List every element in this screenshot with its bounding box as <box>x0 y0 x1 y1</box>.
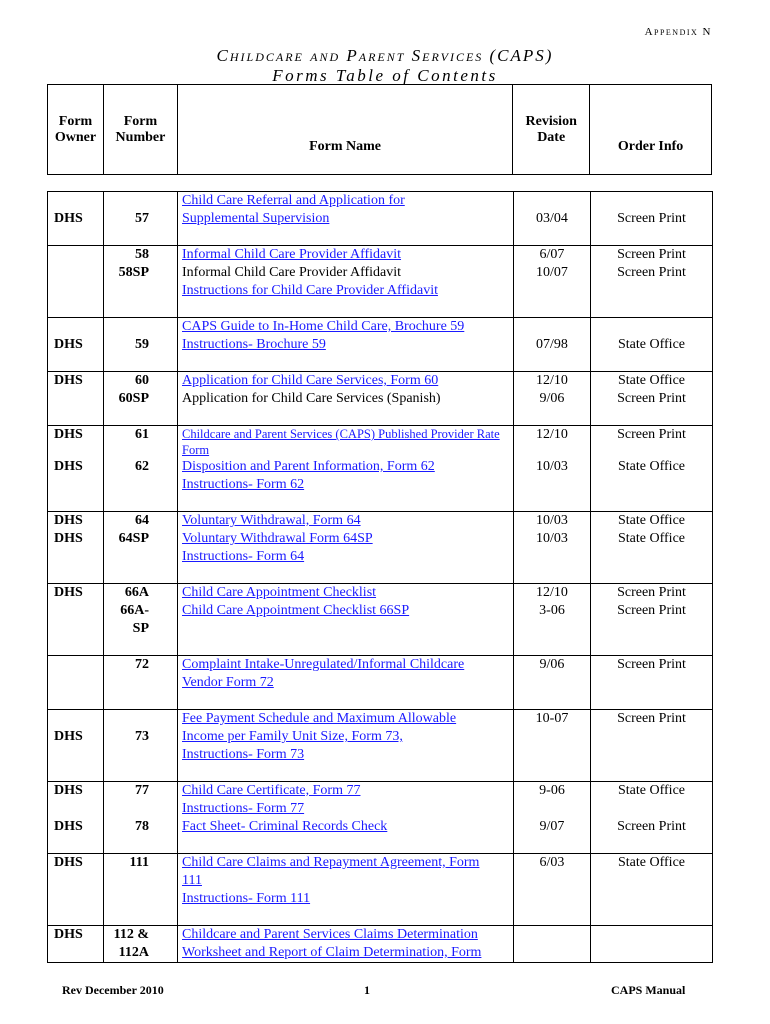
form-name <box>178 926 514 963</box>
form-name <box>178 318 514 355</box>
order-info <box>591 710 713 765</box>
order-info-line: Screen Print <box>617 819 686 834</box>
spacer-cell <box>591 408 713 426</box>
header-form-name: Form Name <box>177 85 512 175</box>
form-number-line: 66A <box>124 585 149 600</box>
form-number-line <box>108 192 149 210</box>
form-number-line: 64 <box>135 513 149 528</box>
revision-date-line: 12/10 <box>536 373 568 388</box>
order-info-line: Screen Print <box>617 391 686 406</box>
form-name <box>178 854 514 909</box>
form-link[interactable]: Voluntary Withdrawal Form 64SP <box>182 531 373 546</box>
order-info-line: Screen Print <box>617 427 686 442</box>
form-owner <box>48 854 104 909</box>
revision-date-line <box>518 318 586 336</box>
form-owner <box>48 246 104 301</box>
order-info-line: Screen Print <box>617 265 686 280</box>
order-info <box>591 854 713 909</box>
form-link[interactable]: Child Care Claims and Repayment Agreement, Form <box>182 855 480 870</box>
header-form-owner: Form Owner <box>48 85 104 175</box>
spacer-cell <box>514 764 591 782</box>
form-link[interactable]: Application for Child Care Services, Form 60 <box>182 373 439 388</box>
revision-date <box>514 192 591 229</box>
order-info-line <box>595 926 708 944</box>
title-line-1: Childcare and Parent Services (CAPS) <box>216 46 554 65</box>
form-owner-line: DHS <box>54 211 83 226</box>
revision-date <box>514 818 591 836</box>
form-link[interactable]: Informal Child Care Provider Affidavit <box>182 247 402 262</box>
form-owner <box>48 318 104 355</box>
revision-date-line <box>518 926 586 944</box>
form-owner <box>48 710 104 765</box>
revision-date <box>514 246 591 301</box>
spacer-cell <box>591 354 713 372</box>
row-spacer <box>48 908 713 926</box>
form-number <box>104 246 178 301</box>
spacer-cell <box>48 692 104 710</box>
form-owner-line: DHS <box>54 459 83 474</box>
revision-date-line: 9/07 <box>539 819 565 834</box>
spacer-cell <box>178 692 514 710</box>
spacer-cell <box>591 300 713 318</box>
form-link[interactable]: Instructions- Brochure 59 <box>182 337 326 352</box>
form-link[interactable]: Fee Payment Schedule and Maximum Allowable <box>182 711 457 726</box>
spacer-cell <box>514 836 591 854</box>
table-row <box>48 318 713 355</box>
table-row <box>48 192 713 229</box>
table-row <box>48 426 713 459</box>
form-owner <box>48 782 104 819</box>
form-number <box>104 426 178 459</box>
order-info-line: Screen Print <box>617 585 686 600</box>
form-link[interactable]: Child Care Appointment Checklist <box>182 585 377 600</box>
order-info-line: State Office <box>618 531 685 546</box>
spacer-cell <box>514 566 591 584</box>
form-number-line <box>108 318 149 336</box>
spacer-cell <box>178 908 514 926</box>
spacer-cell <box>591 908 713 926</box>
document-title <box>0 46 770 65</box>
revision-date-line: 9/06 <box>539 391 565 406</box>
form-number <box>104 372 178 409</box>
form-number-line: 58 <box>135 247 149 262</box>
spacer-cell <box>591 692 713 710</box>
form-owner <box>48 818 104 836</box>
form-link[interactable]: Child Care Appointment Checklist 66SP <box>182 603 410 618</box>
form-link[interactable]: Income per Family Unit Size, Form 73, <box>182 729 403 744</box>
form-number <box>104 854 178 909</box>
revision-date-line: 12/10 <box>536 427 568 442</box>
form-number <box>104 782 178 819</box>
form-name-text: Informal Child Care Provider Affidavit <box>182 265 402 280</box>
spacer-cell <box>104 566 178 584</box>
form-link[interactable]: Worksheet and Report of Claim Determination, Form <box>182 945 482 960</box>
form-number <box>104 710 178 765</box>
form-owner <box>48 926 104 963</box>
form-number <box>104 512 178 567</box>
form-owner-line: DHS <box>54 927 83 942</box>
form-link[interactable]: Instructions- Form 111 <box>182 891 311 906</box>
form-number-line: 60SP <box>118 391 149 406</box>
spacer-cell <box>514 228 591 246</box>
order-info <box>591 782 713 819</box>
order-info <box>591 926 713 963</box>
spacer-cell <box>104 408 178 426</box>
row-spacer <box>48 354 713 372</box>
form-number-line: 112 & <box>113 927 149 942</box>
form-name-text: Application for Child Care Services (Spanish) <box>182 391 441 406</box>
form-owner-line: DHS <box>54 819 83 834</box>
appendix-label: Appendix N <box>644 26 712 38</box>
order-info <box>591 318 713 355</box>
revision-date <box>514 710 591 765</box>
form-name <box>178 246 514 301</box>
spacer-cell <box>48 354 104 372</box>
spacer-cell <box>104 228 178 246</box>
form-number-line: 77 <box>135 783 149 798</box>
form-owner-line: DHS <box>54 427 83 442</box>
form-name <box>178 426 514 459</box>
order-info-line <box>595 192 708 210</box>
table-row <box>48 458 713 494</box>
spacer-cell <box>104 494 178 512</box>
form-name <box>178 372 514 409</box>
table-row <box>48 854 713 909</box>
form-number <box>104 318 178 355</box>
spacer-cell <box>48 638 104 656</box>
spacer-cell <box>104 692 178 710</box>
form-link[interactable]: Complaint Intake-Unregulated/Informal Childcare <box>182 657 465 672</box>
spacer-cell <box>48 836 104 854</box>
revision-date <box>514 318 591 355</box>
form-number <box>104 818 178 836</box>
spacer-cell <box>514 300 591 318</box>
spacer-cell <box>591 638 713 656</box>
form-owner-line <box>54 710 99 728</box>
spacer-cell <box>48 228 104 246</box>
form-link[interactable]: Fact Sheet- Criminal Records Check <box>182 819 388 834</box>
spacer-cell <box>104 764 178 782</box>
order-info-line: Screen Print <box>617 603 686 618</box>
order-info <box>591 818 713 836</box>
revision-date <box>514 782 591 819</box>
form-owner <box>48 372 104 409</box>
order-info <box>591 192 713 229</box>
spacer-cell <box>48 300 104 318</box>
row-spacer <box>48 566 713 584</box>
order-info-line: Screen Print <box>617 247 686 262</box>
order-info-line: State Office <box>618 459 685 474</box>
form-link[interactable]: Child Care Certificate, Form 77 <box>182 783 361 798</box>
row-spacer <box>48 494 713 512</box>
revision-date <box>514 656 591 693</box>
spacer-cell <box>514 692 591 710</box>
form-owner-line: DHS <box>54 585 83 600</box>
spacer-cell <box>48 908 104 926</box>
form-link[interactable]: Supplemental Supervision <box>182 211 330 226</box>
spacer-cell <box>591 228 713 246</box>
header-revision-date: Revision Date <box>513 85 590 175</box>
form-number-line: 60 <box>135 373 149 388</box>
spacer-cell <box>514 408 591 426</box>
form-link[interactable]: Voluntary Withdrawal, Form 64 <box>182 513 361 528</box>
row-spacer <box>48 228 713 246</box>
form-number-line: 112A <box>118 945 149 960</box>
form-name <box>178 656 514 693</box>
form-number <box>104 584 178 639</box>
revision-date-line: 6/07 <box>539 247 565 262</box>
form-name <box>178 458 514 494</box>
footer-page-number: 1 <box>364 983 370 997</box>
form-owner-line: DHS <box>54 337 83 352</box>
spacer-cell <box>178 566 514 584</box>
form-number-line: 64SP <box>118 531 149 546</box>
form-name <box>178 512 514 567</box>
spacer-cell <box>104 908 178 926</box>
form-name <box>178 710 514 765</box>
form-name <box>178 192 514 229</box>
form-owner-line <box>54 192 99 210</box>
form-number-line: 59 <box>135 337 149 352</box>
revision-date-line <box>518 192 586 210</box>
order-info-line: Screen Print <box>617 211 686 226</box>
form-number-line: 111 <box>129 855 149 870</box>
form-link[interactable]: Instructions- Form 77 <box>182 801 305 816</box>
form-link[interactable]: Instructions- Form 73 <box>182 747 305 762</box>
order-info <box>591 458 713 494</box>
order-info-line: Screen Print <box>617 711 686 726</box>
order-info <box>591 584 713 639</box>
order-info-line: Screen Print <box>617 657 686 672</box>
form-name <box>178 782 514 819</box>
form-number-line: 62 <box>135 459 149 474</box>
revision-date-line: 10/03 <box>536 459 568 474</box>
form-owner-line: DHS <box>54 513 83 528</box>
table-row <box>48 246 713 301</box>
form-number-line: 58SP <box>118 265 149 280</box>
form-owner-line: DHS <box>54 783 83 798</box>
header-order-info: Order Info <box>590 85 712 175</box>
form-link[interactable]: Instructions- Form 64 <box>182 549 305 564</box>
table-row <box>48 782 713 819</box>
footer-manual-name: CAPS Manual <box>611 983 686 997</box>
form-owner-line <box>54 246 99 264</box>
form-number-line: 66A-SP <box>120 603 149 636</box>
revision-date <box>514 584 591 639</box>
spacer-cell <box>514 354 591 372</box>
spacer-cell <box>178 354 514 372</box>
order-info-line: State Office <box>618 337 685 352</box>
spacer-cell <box>104 354 178 372</box>
form-name <box>178 818 514 836</box>
table-row <box>48 710 713 765</box>
form-owner-line <box>54 656 99 674</box>
table-row <box>48 656 713 693</box>
spacer-cell <box>514 638 591 656</box>
form-number <box>104 656 178 693</box>
form-owner-line: DHS <box>54 531 83 546</box>
revision-date <box>514 458 591 494</box>
order-info-line: State Office <box>618 855 685 870</box>
form-owner <box>48 192 104 229</box>
revision-date-line: 10-07 <box>535 711 569 726</box>
form-link[interactable]: Disposition and Parent Information, Form 62 <box>182 459 435 474</box>
order-info <box>591 372 713 409</box>
row-spacer <box>48 300 713 318</box>
spacer-cell <box>48 494 104 512</box>
form-number <box>104 926 178 963</box>
table-row <box>48 512 713 567</box>
revision-date-line: 10/03 <box>536 513 568 528</box>
document-subtitle: Forms Table of Contents <box>272 66 498 85</box>
spacer-cell <box>48 408 104 426</box>
revision-date <box>514 854 591 909</box>
order-info-line <box>595 318 708 336</box>
spacer-cell <box>48 764 104 782</box>
forms-table <box>47 191 713 963</box>
table-row <box>48 372 713 409</box>
form-link[interactable]: CAPS Guide to In-Home Child Care, Brochure 59 <box>182 319 465 334</box>
spacer-cell <box>178 836 514 854</box>
order-info <box>591 512 713 567</box>
form-link[interactable]: 111 <box>182 873 202 888</box>
spacer-cell <box>591 494 713 512</box>
form-number <box>104 192 178 229</box>
order-info-line: State Office <box>618 373 685 388</box>
form-owner-line <box>54 318 99 336</box>
form-number <box>104 458 178 494</box>
spacer-cell <box>178 638 514 656</box>
form-owner <box>48 584 104 639</box>
revision-date-line: 03/04 <box>536 211 568 226</box>
revision-date-line: 07/98 <box>536 337 568 352</box>
revision-date <box>514 512 591 567</box>
revision-date <box>514 426 591 459</box>
form-link[interactable]: Child Care Referral and Application for <box>182 193 405 208</box>
form-owner-line: DHS <box>54 855 83 870</box>
form-owner <box>48 426 104 459</box>
spacer-cell <box>104 638 178 656</box>
form-number-line: 61 <box>135 427 149 442</box>
spacer-cell <box>178 764 514 782</box>
order-info <box>591 426 713 459</box>
form-link[interactable]: Childcare and Parent Services Claims Determination <box>182 927 478 942</box>
revision-date-line: 9-06 <box>539 783 565 798</box>
spacer-cell <box>178 300 514 318</box>
spacer-cell <box>178 228 514 246</box>
order-info-line: State Office <box>618 513 685 528</box>
spacer-cell <box>514 908 591 926</box>
order-info <box>591 656 713 693</box>
revision-date-line: 3-06 <box>539 603 565 618</box>
form-link[interactable]: Instructions for Child Care Provider Affidavit <box>182 283 438 298</box>
spacer-cell <box>591 566 713 584</box>
row-spacer <box>48 836 713 854</box>
revision-date-line: 6/03 <box>539 855 565 870</box>
table-row <box>48 818 713 836</box>
header-form-number: Form Number <box>103 85 177 175</box>
row-spacer <box>48 638 713 656</box>
row-spacer <box>48 408 713 426</box>
spacer-cell <box>178 494 514 512</box>
row-spacer <box>48 692 713 710</box>
revision-date-line: 12/10 <box>536 585 568 600</box>
column-header-table <box>47 84 712 175</box>
order-info <box>591 246 713 301</box>
form-number-line: 78 <box>135 819 149 834</box>
form-link[interactable]: Vendor Form 72 <box>182 675 274 690</box>
form-link[interactable]: Instructions- Form 62 <box>182 477 305 492</box>
revision-date-line: 10/07 <box>536 265 568 280</box>
form-number-line: 73 <box>135 729 149 744</box>
spacer-cell <box>48 566 104 584</box>
spacer-cell <box>104 836 178 854</box>
spacer-cell <box>178 408 514 426</box>
form-link[interactable]: Childcare and Parent Services (CAPS) Published Provider Rate Form <box>182 427 500 457</box>
form-owner-line: DHS <box>54 373 83 388</box>
form-name <box>178 584 514 639</box>
spacer-cell <box>591 764 713 782</box>
revision-date <box>514 372 591 409</box>
revision-date-line: 10/03 <box>536 531 568 546</box>
form-number-line: 57 <box>135 211 149 226</box>
spacer-cell <box>591 836 713 854</box>
order-info-line: State Office <box>618 783 685 798</box>
table-row <box>48 926 713 963</box>
form-number-line: 72 <box>135 657 149 672</box>
form-owner-line: DHS <box>54 729 83 744</box>
spacer-cell <box>104 300 178 318</box>
form-owner <box>48 458 104 494</box>
footer-revision: Rev December 2010 <box>62 983 164 997</box>
spacer-cell <box>514 494 591 512</box>
table-row <box>48 584 713 639</box>
row-spacer <box>48 764 713 782</box>
form-owner <box>48 656 104 693</box>
form-number-line <box>108 710 149 728</box>
revision-date <box>514 926 591 963</box>
revision-date-line: 9/06 <box>539 657 565 672</box>
form-owner <box>48 512 104 567</box>
